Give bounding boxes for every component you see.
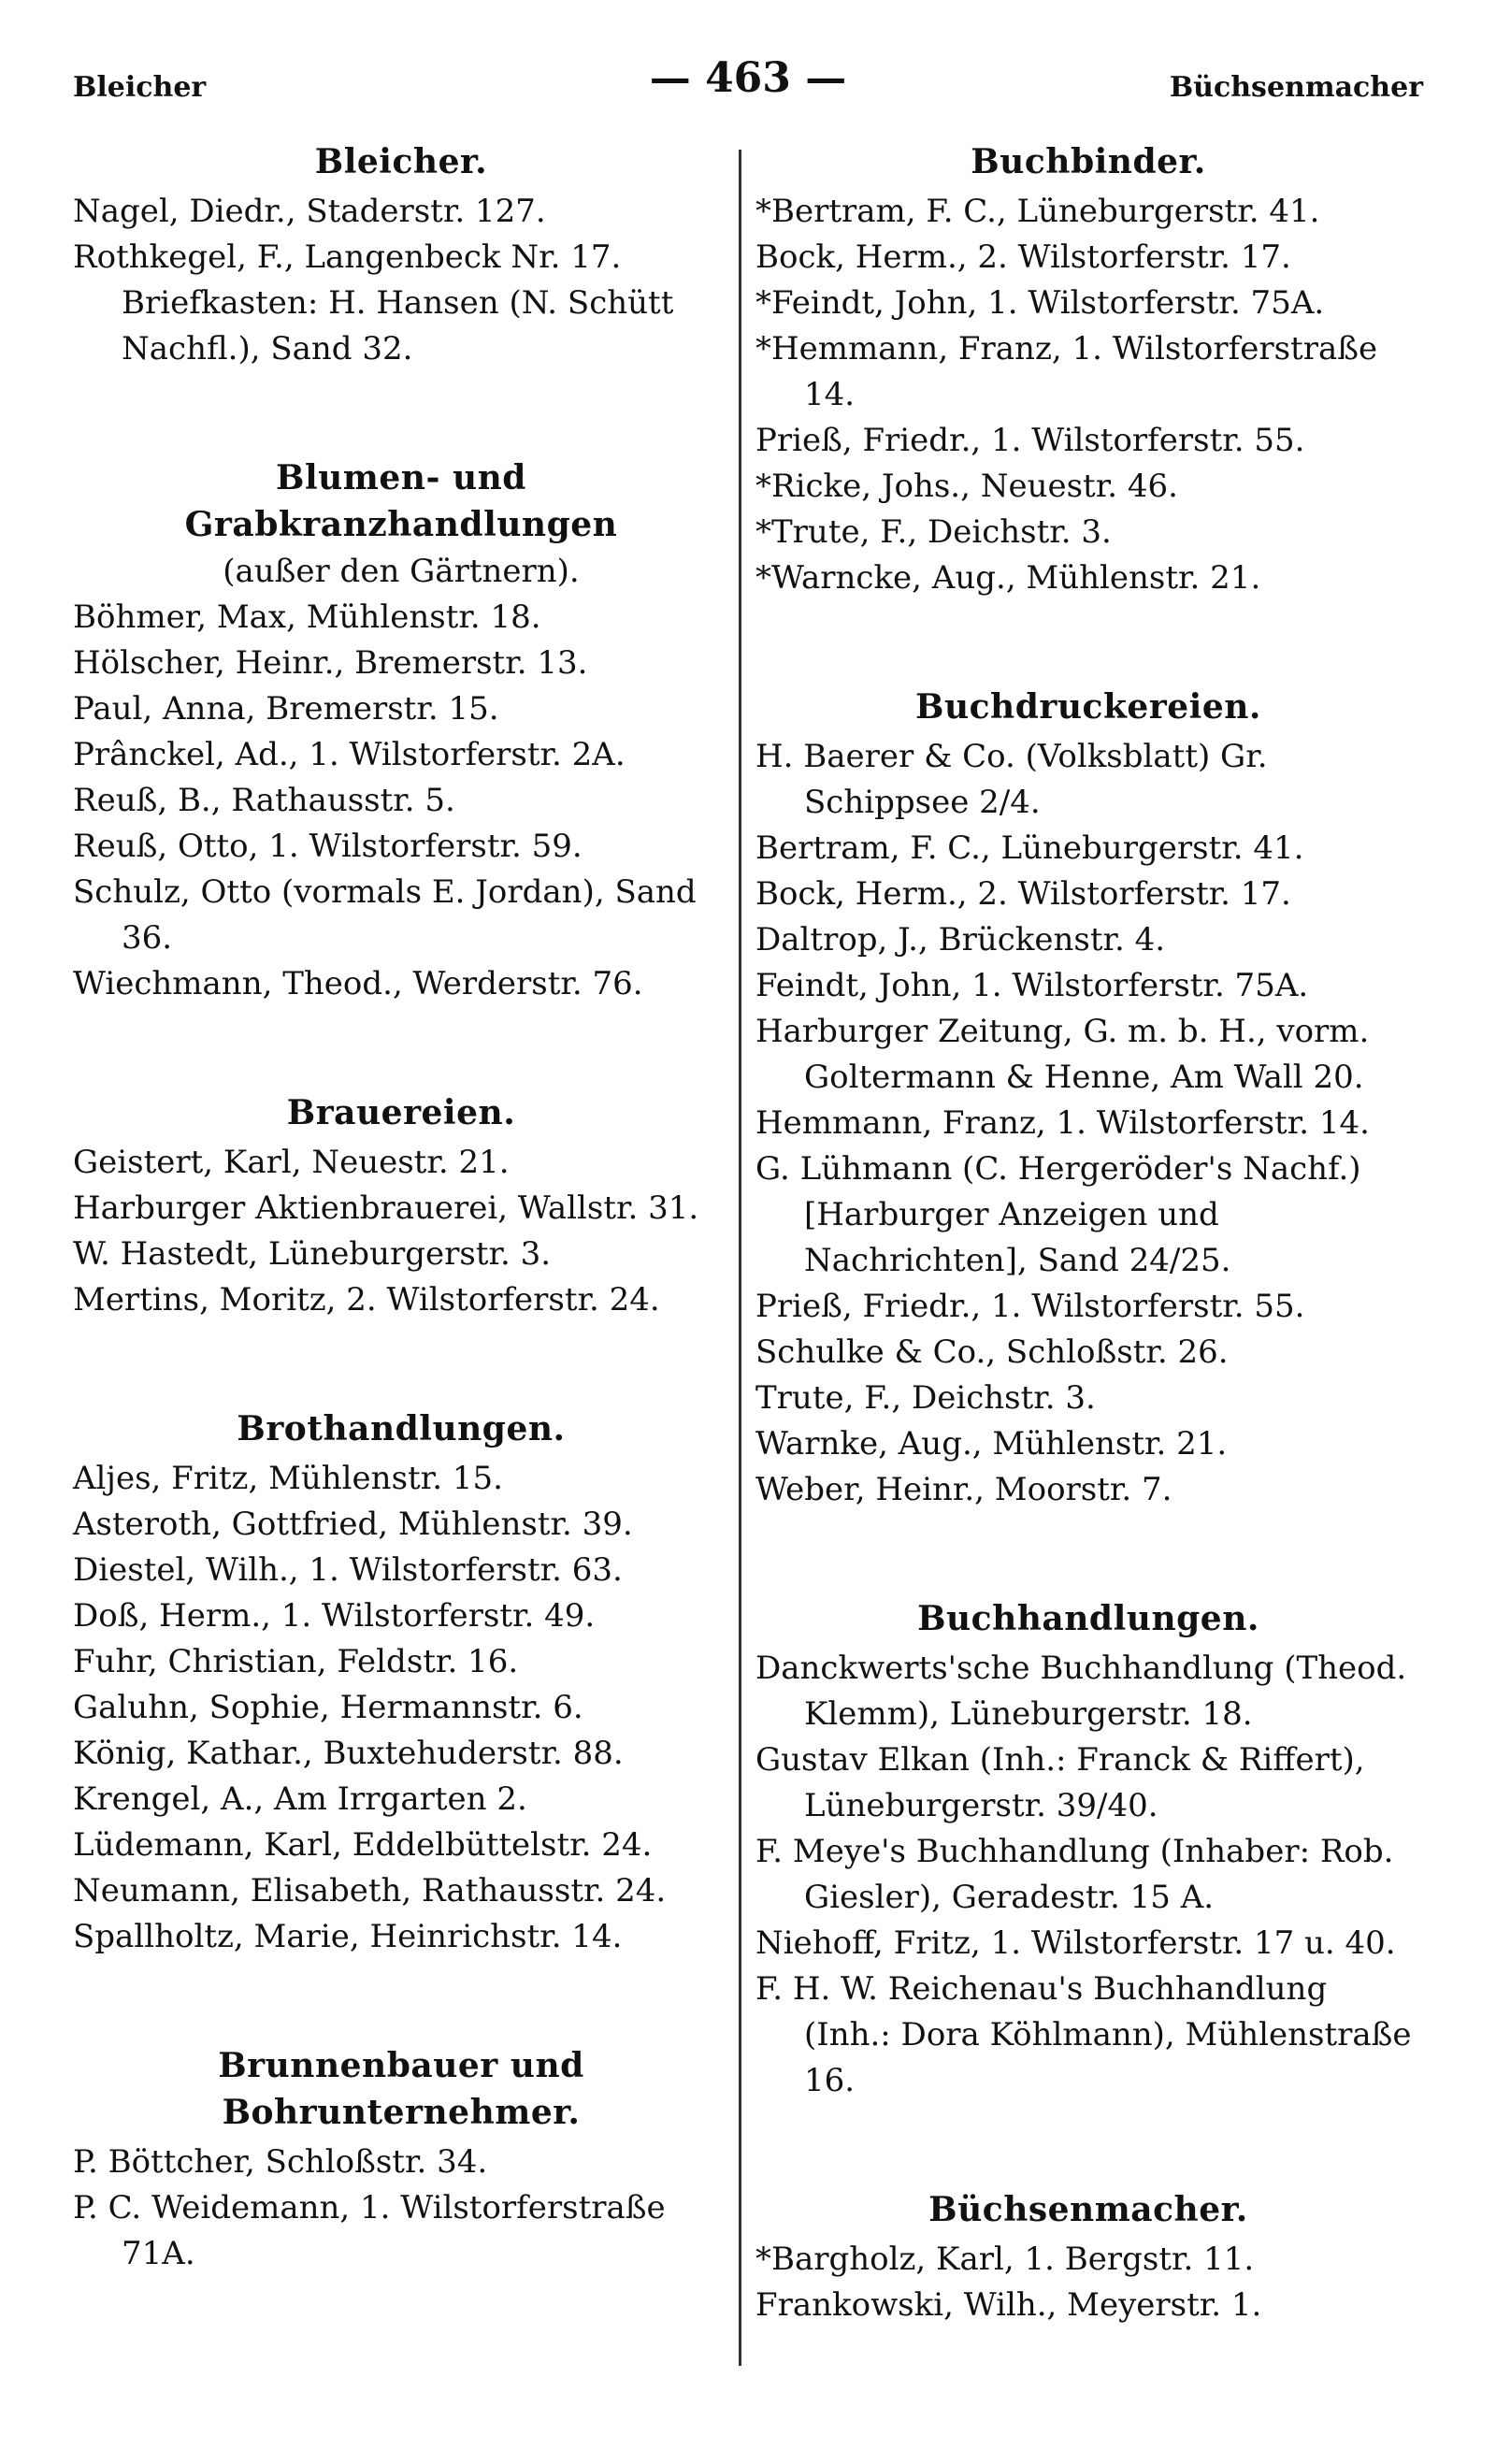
list-item: *Warncke, Aug., Mühlenstr. 21. xyxy=(755,559,1261,597)
column-divider xyxy=(739,150,741,2366)
section-title: Buchdruckereien. xyxy=(915,687,1261,727)
list-item: Schulz, Otto (vormals E. Jordan), Sand 36. xyxy=(73,873,697,957)
list-item: Reuß, B., Rathausstr. 5. xyxy=(73,782,455,819)
list-item: H. Baerer & Co. (Volksblatt) Gr. Schippsee 2/4. xyxy=(755,738,1268,821)
list-item: G. Lühmann (C. Hergeröder's Nachf.) [Harburger Anzeigen und Nachrichten], Sand 24/25. xyxy=(755,1150,1361,1279)
right-column xyxy=(755,138,1421,2411)
section-title: Brunnenbauer und Bohrunternehmer. xyxy=(218,2046,584,2132)
list-item: Bertram, F. C., Lüneburgerstr. 41. xyxy=(755,829,1304,867)
list-item: Schulke & Co., Schloßstr. 26. xyxy=(755,1333,1229,1371)
list-item: Bock, Herm., 2. Wilstorferstr. 17. xyxy=(755,875,1291,913)
list-item: P. Böttcher, Schloßstr. 34. xyxy=(73,2143,488,2181)
section-title: Buchbinder. xyxy=(971,142,1206,181)
list-item: Wiechmann, Theod., Werderstr. 76. xyxy=(73,965,643,1002)
list-item: Feindt, John, 1. Wilstorferstr. 75A. xyxy=(755,967,1309,1004)
section-buchdruckereien xyxy=(755,684,1421,1513)
list-item: Fuhr, Christian, Feldstr. 16. xyxy=(73,1643,519,1680)
list-item: Prieß, Friedr., 1. Wilstorferstr. 55. xyxy=(755,422,1305,459)
list-item: F. H. W. Reichenau's Buchhandlung (Inh.: Dora Köhlmann), Mühlenstraße 16. xyxy=(755,1970,1412,2099)
list-item: Geistert, Karl, Neuestr. 21. xyxy=(73,1144,510,1181)
section-title: Bleicher. xyxy=(314,142,488,181)
list-item: Harburger Aktienbrauerei, Wallstr. 31. xyxy=(73,1189,699,1227)
list-item: Rothkegel, F., Langenbeck Nr. 17. xyxy=(73,238,622,276)
list-item: Niehoff, Fritz, 1. Wilstorferstr. 17 u. 40. xyxy=(755,1924,1396,1962)
section-brot xyxy=(73,1405,729,1960)
list-item: Nagel, Diedr., Staderstr. 127. xyxy=(73,193,546,230)
list-item: Harburger Zeitung, G. m. b. H., vorm. Goltermann & Henne, Am Wall 20. xyxy=(755,1013,1370,1096)
section-blumen xyxy=(73,454,729,1007)
list-item: Doß, Herm., 1. Wilstorferstr. 49. xyxy=(73,1597,596,1635)
section-subtitle: (außer den Gärtnern). xyxy=(223,553,580,590)
header-left: Bleicher xyxy=(73,71,207,104)
list-item: Mertins, Moritz, 2. Wilstorferstr. 24. xyxy=(73,1281,660,1318)
list-item: Lüdemann, Karl, Eddelbüttelstr. 24. xyxy=(73,1826,653,1864)
list-item: Prânckel, Ad., 1. Wilstorferstr. 2A. xyxy=(73,736,626,773)
list-item: *Bertram, F. C., Lüneburgerstr. 41. xyxy=(755,193,1320,230)
list-item: Diestel, Wilh., 1. Wilstorferstr. 63. xyxy=(73,1551,623,1589)
list-item: Trute, F., Deichstr. 3. xyxy=(755,1379,1096,1417)
page-number: — 463 — xyxy=(649,54,847,102)
list-item: Warnke, Aug., Mühlenstr. 21. xyxy=(755,1425,1228,1463)
section-brauereien xyxy=(73,1089,729,1323)
list-item: Asteroth, Gottfried, Mühlenstr. 39. xyxy=(73,1506,633,1543)
list-item: Weber, Heinr., Moorstr. 7. xyxy=(755,1471,1172,1508)
section-buchhandlungen xyxy=(755,1595,1421,2104)
section-title: Brauereien. xyxy=(286,1093,516,1132)
list-item: Hemmann, Franz, 1. Wilstorferstr. 14. xyxy=(755,1104,1370,1142)
section-buechsenmacher xyxy=(755,2186,1421,2328)
list-item: *Trute, F., Deichstr. 3. xyxy=(755,513,1112,551)
section-title: Büchsenmacher. xyxy=(928,2190,1248,2229)
list-item: Danckwerts'sche Buchhandlung (Theod. Klemm), Lüneburgerstr. 18. xyxy=(755,1650,1407,1733)
list-item: Aljes, Fritz, Mühlenstr. 15. xyxy=(73,1460,503,1497)
list-item: Galuhn, Sophie, Hermannstr. 6. xyxy=(73,1689,583,1726)
running-head xyxy=(73,54,1423,120)
list-item: Paul, Anna, Bremerstr. 15. xyxy=(73,690,499,728)
list-item: P. C. Weidemann, 1. Wilstorferstraße 71A. xyxy=(73,2189,666,2272)
list-item: *Bargholz, Karl, 1. Bergstr. 11. xyxy=(755,2241,1255,2278)
list-item: Frankowski, Wilh., Meyerstr. 1. xyxy=(755,2286,1262,2324)
section-title: Blumen- und Grabkranzhandlungen xyxy=(184,458,618,544)
section-brunnen xyxy=(73,2042,729,2277)
list-item: Böhmer, Max, Mühlenstr. 18. xyxy=(73,598,541,636)
list-item: König, Kathar., Buxtehuderstr. 88. xyxy=(73,1735,624,1772)
list-item: *Feindt, John, 1. Wilstorferstr. 75A. xyxy=(755,284,1325,322)
list-item: Briefkasten: H. Hansen (N. Schütt Nachfl.), Sand 32. xyxy=(122,284,674,367)
list-item: Reuß, Otto, 1. Wilstorferstr. 59. xyxy=(73,828,583,865)
list-item: *Ricke, Johs., Neuestr. 46. xyxy=(755,468,1178,505)
list-item: Prieß, Friedr., 1. Wilstorferstr. 55. xyxy=(755,1288,1305,1325)
list-item: Bock, Herm., 2. Wilstorferstr. 17. xyxy=(755,238,1291,276)
section-title: Brothandlungen. xyxy=(237,1409,566,1448)
list-item: Gustav Elkan (Inh.: Franck & Riffert), Lüneburgerstr. 39/40. xyxy=(755,1741,1365,1824)
list-item: *Hemmann, Franz, 1. Wilstorferstraße 14. xyxy=(755,330,1378,413)
list-item: Daltrop, J., Brückenstr. 4. xyxy=(755,921,1166,958)
list-item: W. Hastedt, Lüneburgerstr. 3. xyxy=(73,1235,552,1273)
section-title: Buchhandlungen. xyxy=(917,1599,1259,1638)
section-bleicher xyxy=(73,138,729,372)
list-item: Spallholtz, Marie, Heinrichstr. 14. xyxy=(73,1918,623,1955)
list-item: Krengel, A., Am Irrgarten 2. xyxy=(73,1780,527,1818)
list-item: Neumann, Elisabeth, Rathausstr. 24. xyxy=(73,1872,667,1909)
list-item: Hölscher, Heinr., Bremerstr. 13. xyxy=(73,644,588,682)
left-column xyxy=(73,138,729,2359)
section-buchbinder xyxy=(755,138,1421,601)
header-right: Büchsenmacher xyxy=(1169,71,1423,104)
list-item: F. Meye's Buchhandlung (Inhaber: Rob. Giesler), Geradestr. 15 A. xyxy=(755,1833,1394,1916)
